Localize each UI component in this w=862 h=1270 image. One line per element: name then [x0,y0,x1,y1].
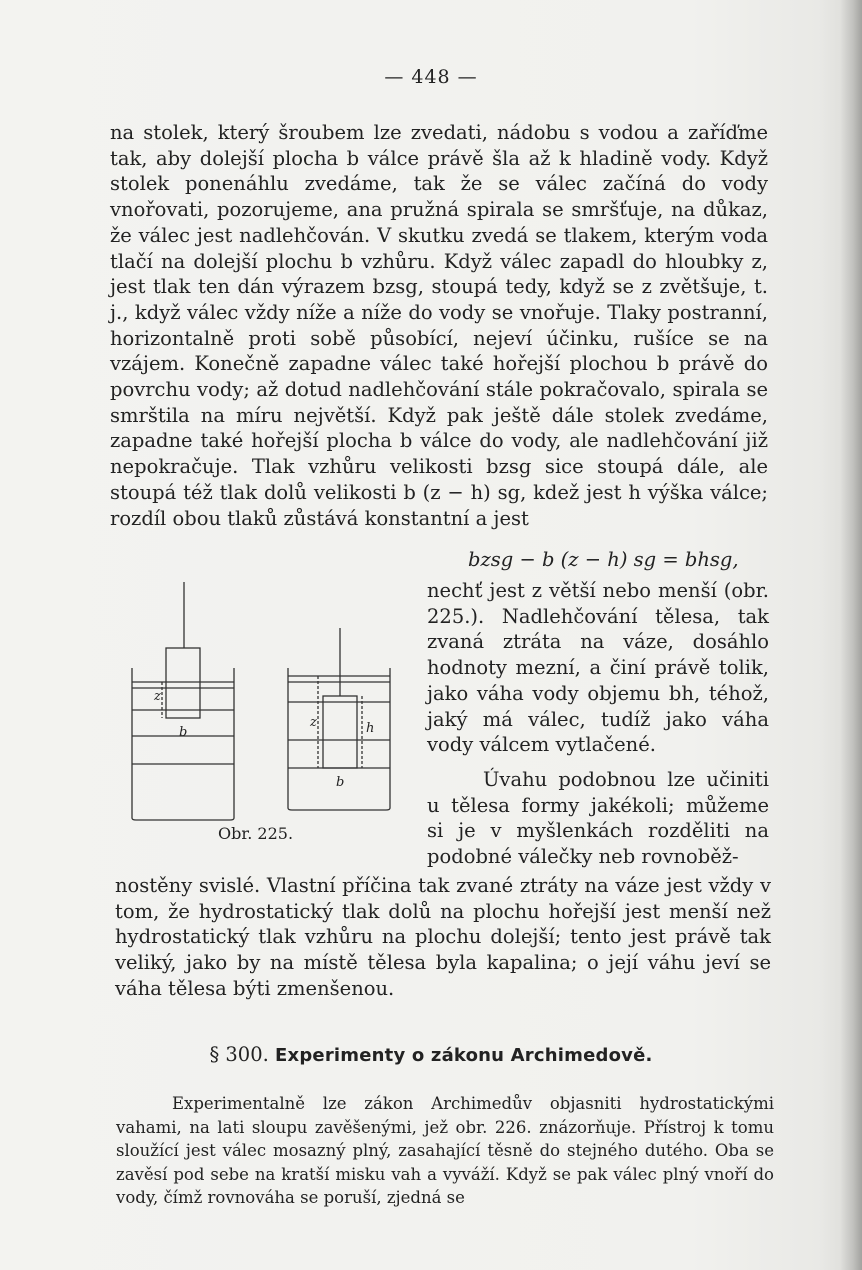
right-h-label: h [366,721,375,736]
section-symbol: § 300. [209,1043,269,1066]
section-title: Experimenty o zákonu Archimedově. [275,1045,653,1066]
section-heading [0,1043,862,1066]
figure-caption: Obr. 225. [218,824,294,843]
page-edge-shadow [840,0,862,1270]
paragraph-2: nechť jest z větší nebo menší (obr. 225.). Nadlehčování tělesa, tak zvaná ztráta na váze, dosáhlo hodnoty mezní, a činí právě tolik, jako váha vody objemu bh, téhož, jaký má válec, tudíž jako váha vody válcem vytlačené. [427,579,769,757]
left-vessel [132,668,234,820]
right-z-label: z [310,715,317,730]
paragraph-3: Úvahu podobnou lze učiniti u tělesa formy jakékoli; můžeme si je v myšlenkách rozděliti na podobné válečky neb rovnoběž- [427,768,769,869]
paragraph-5: Experimentalně lze zákon Archimedův objasniti hydrostatickými vahami, na lati sloupu zavěšenými, jež obr. 226. znázorňuje. Přístroj k tomu sloužící jest válec mosazný plný, zasahající těsně do stejného dutého. Oba se zavěsí pod sebe na kratší misku vah a vyváží. Když se pak válec plný vnoří do vody, čímž rovnováha se poruší, zjedná se [116,1094,774,1207]
paragraph-4: nostěny svislé. Vlastní příčina tak zvané ztráty na váze jest vždy v tom, že hydrostatický tlak dolů na plochu hořejší jest menší než hydrostatický tlak vzhůru na plochu dolejší; tento jest právě tak veliký, jako by na místě tělesa byla kapalina; o její váhu jeví se váha tělesa býti zmenšenou. [115,874,771,1000]
formula: bzsg − b (z − h) sg = bhsg, [468,548,739,571]
left-z-label: z [154,689,161,704]
figure-225 [118,578,408,838]
left-b-label: b [179,725,188,740]
paragraph-1: na stolek, který šroubem lze zvedati, nádobu s vodou a zaříďme tak, aby dolejší plocha b válce právě šla až k hladině vody. Když stolek ponenáhlu zvedáme, tak že se válec začíná do vody vnořovati, pozorujeme, ana pružná spirala se smršťuje, na důkaz, že válec jest nadlehčován. V skutku zvedá se tlakem, kterým voda tlačí na dolejší plochu b vzhůru. Když válec zapadl do hloubky z, jest tlak ten dán výrazem bzsg, stoupá tedy, když se z zvětšuje, t. j., když válec vždy níže a níže do vody se vnořuje. Tlaky postranní, horizontalně proti sobě působící, nejeví účinku, rušíce se na vzájem. Konečně zapadne válec také hořejší plochou b právě do povrchu vody; až dotud nadlehčování stále pokračovalo, spirala se smrštila na míru největší. Když pak ještě dále stolek zvedáme, zapadne také hořejší plocha b válce do vody, ale nadlehčování již nepokračuje. Tlak vzhůru velikosti bzsg sice stoupá dále, ale stoupá též tlak dolů velikosti b (z − h) sg, kdež jest h výška válce; rozdíl obou tlaků zůstává konstantní a jest [110,121,768,530]
page-number: — 448 — [384,66,478,88]
right-b-label: b [336,775,345,790]
right-cylinder [323,696,357,768]
left-cylinder [166,648,200,718]
